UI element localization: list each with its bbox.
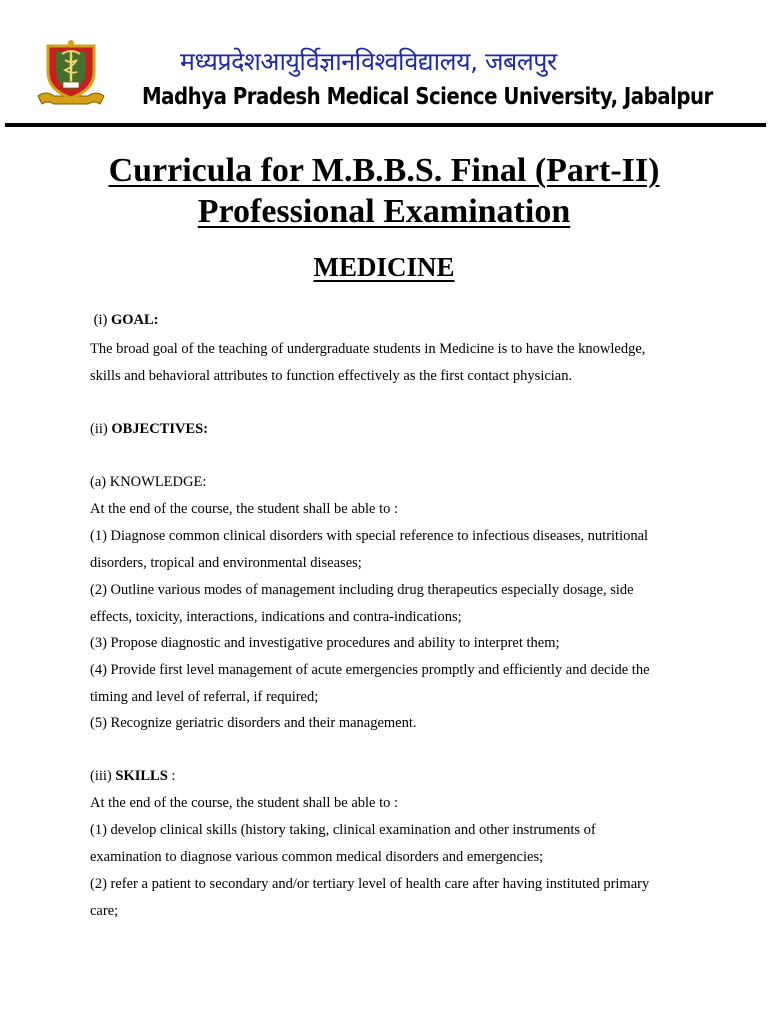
knowledge-item-line: (4) Provide first level management of acute emergencies promptly and efficiently and decide the (90, 662, 650, 678)
objectives-label: OBJECTIVES: (111, 421, 209, 437)
document-title-line-1: Curricula for M.B.B.S. Final (Part-II) (108, 152, 660, 189)
skills-intro: At the end of the course, the student shall be able to : (90, 795, 399, 811)
subject-heading (0, 252, 768, 283)
knowledge-item-line: disorders, tropical and environmental diseases; (90, 555, 362, 571)
skills-item-line: care; (90, 903, 119, 919)
knowledge-item-line: (5) Recognize geriatric disorders and their management. (90, 715, 417, 731)
university-name-hindi: मध्यप्रदेशआयुर्विज्ञानविश्वविद्यालय, जबलपुर (180, 47, 557, 76)
goal-text-line: skills and behavioral attributes to function effectively as the first contact physician. (90, 368, 573, 384)
subject-title: MEDICINE (313, 252, 455, 282)
skills-item-line: examination to diagnose various common medical disorders and emergencies; (90, 849, 544, 865)
skills-heading (90, 768, 690, 785)
goal-prefix: (i) (90, 312, 111, 328)
knowledge-heading: (a) KNOWLEDGE: (90, 474, 207, 490)
header-divider (5, 123, 766, 127)
university-crest-icon (36, 38, 106, 110)
skills-suffix: : (167, 768, 176, 784)
skills-item-line: (1) develop clinical skills (history taking, clinical examination and other instruments of (90, 822, 596, 838)
knowledge-item-line: (2) Outline various modes of management including drug therapeutics especially dosage, side (90, 582, 634, 598)
goal-heading (90, 312, 690, 329)
document-title-line-2: Professional Examination (197, 193, 571, 230)
goal-label: GOAL: (110, 312, 159, 328)
goal-text-line: The broad goal of the teaching of undergraduate students in Medicine is to have the knowledge, (90, 341, 646, 357)
skills-label: SKILLS (115, 768, 168, 784)
knowledge-item-line: effects, toxicity, interactions, indications and contra-indications; (90, 609, 462, 625)
university-name-english: Madhya Pradesh Medical Science University, Jabalpur (142, 84, 713, 110)
knowledge-item-line: timing and level of referral, if required; (90, 689, 319, 705)
page-header (0, 0, 768, 126)
objectives-heading (90, 421, 690, 438)
knowledge-intro: At the end of the course, the student shall be able to : (90, 501, 399, 517)
skills-item-line: (2) refer a patient to secondary and/or tertiary level of health care after having instituted primary (90, 876, 650, 892)
objectives-prefix: (ii) (90, 421, 112, 437)
knowledge-item-line: (3) Propose diagnostic and investigative procedures and ability to interpret them; (90, 635, 560, 651)
document-title (0, 150, 768, 232)
skills-prefix: (iii) (90, 768, 116, 784)
knowledge-item-line: (1) Diagnose common clinical disorders with special reference to infectious diseases, nutritional (90, 528, 649, 544)
